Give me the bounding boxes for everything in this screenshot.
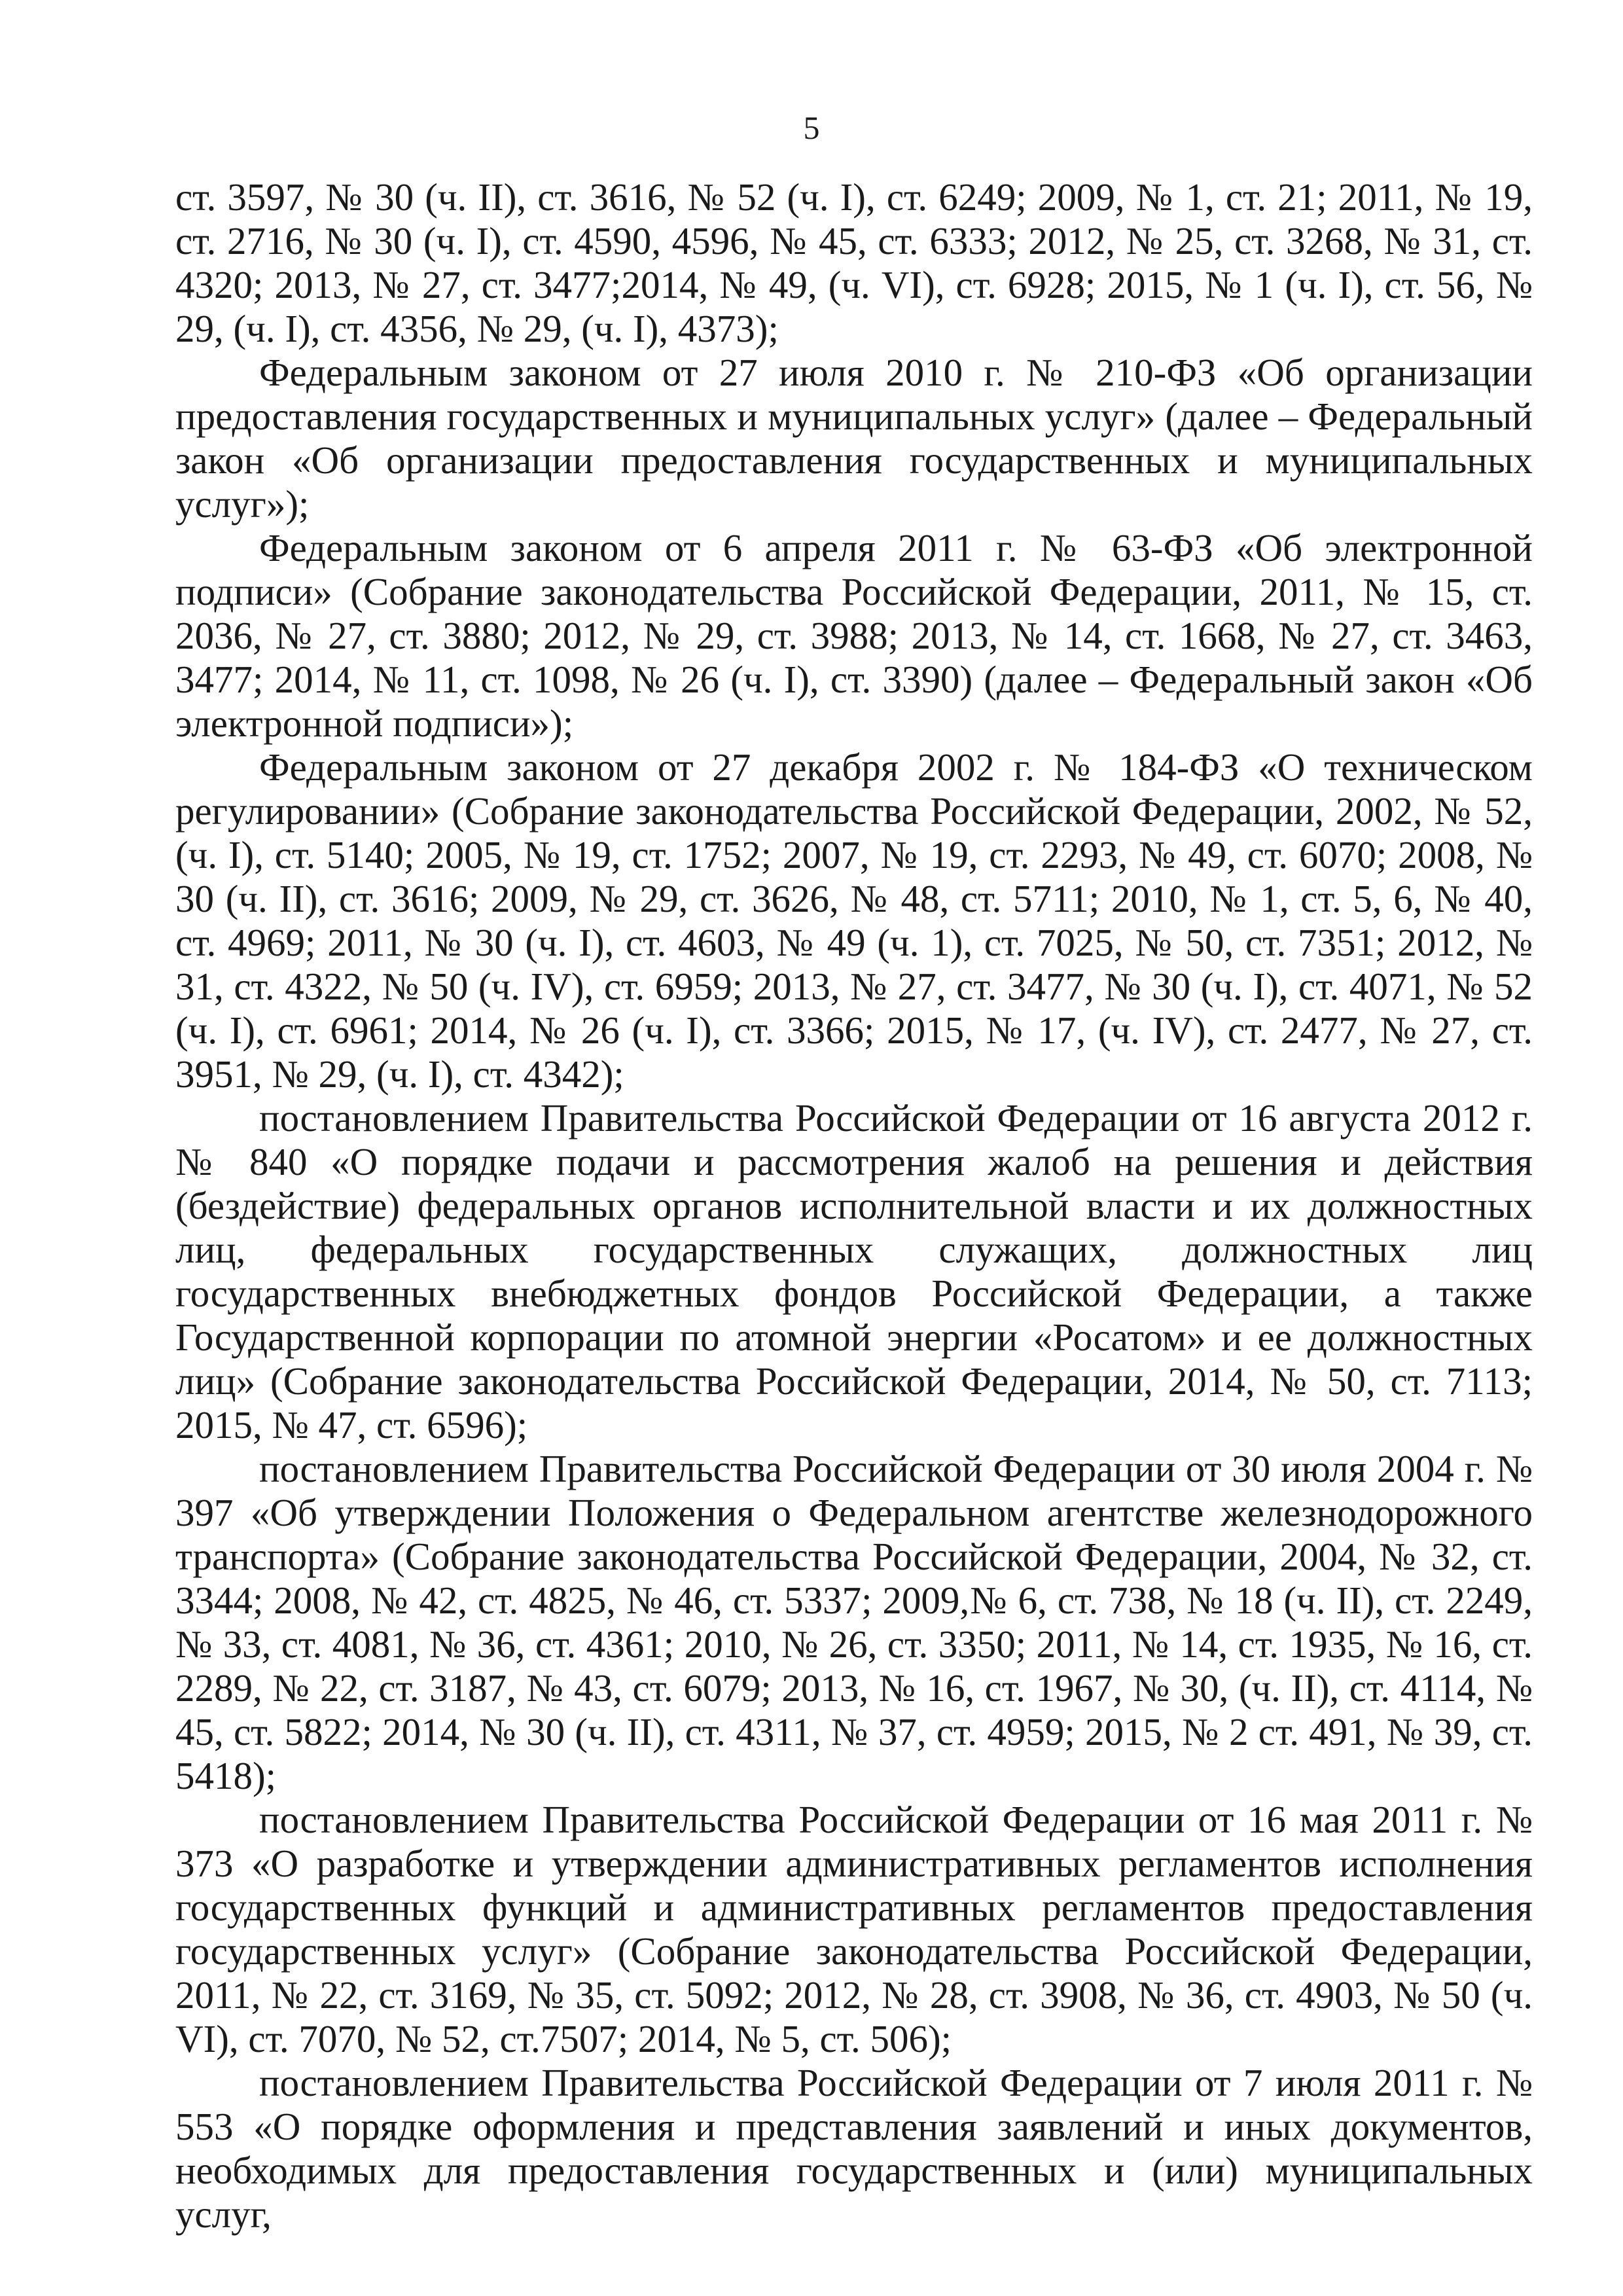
paragraph-law-63-fz: Федеральным законом от 6 апреля 2011 г. № 63-ФЗ «Об электронной подписи» (Собрание законодательства Российской Федерации, 2011, № 15, ст. 2036, № 27, ст. 3880; 2012, № 29, ст. 3988; 2013, № 14, ст. 1668, № 27, ст. 3463, 3477; 2014, № 11, ст. 1098, № 26 (ч. I), ст. 3390) (далее – Федеральный закон «Об электронной подписи»);	[175, 526, 1533, 745]
paragraph-decree-373: постановлением Правительства Российской Федерации от 16 мая 2011 г. № 373 «О разработке и утверждении административных регламентов исполнения государственных функций и административных регламентов предоставления государственных услуг» (Собрание законодательства Российской Федерации, 2011, № 22, ст. 3169, № 35, ст. 5092; 2012, № 28, ст. 3908, № 36, ст. 4903, № 50 (ч. VI), ст. 7070, № 52, ст.7507; 2014, № 5, ст. 506);	[175, 1798, 1533, 2060]
paragraph-continuation: ст. 3597, № 30 (ч. II), ст. 3616, № 52 (ч. I), ст. 6249; 2009, № 1, ст. 21; 2011, № 19, ст. 2716, № 30 (ч. I), ст. 4590, 4596, № 45, ст. 6333; 2012, № 25, ст. 3268, № 31, ст. 4320; 2013, № 27, ст. 3477;2014, № 49, (ч. VI), ст. 6928; 2015, № 1 (ч. I), ст. 56, № 29, (ч. I), ст. 4356, № 29, (ч. I), 4373);	[175, 175, 1533, 350]
page-number: 5	[803, 109, 820, 146]
paragraph-law-210-fz: Федеральным законом от 27 июля 2010 г. № 210-ФЗ «Об организации предоставления государственных и муниципальных услуг» (далее – Федеральный закон «Об организации предоставления государственных и муниципальных услуг»);	[175, 351, 1533, 526]
paragraph-decree-840: постановлением Правительства Российской Федерации от 16 августа 2012 г. № 840 «О порядке подачи и рассмотрения жалоб на решения и действия (бездействие) федеральных органов исполнительной власти и их должностных лиц, федеральных государственных служащих, должностных лиц государственных внебюджетных фондов Российской Федерации, а также Государственной корпорации по атомной энергии «Росатом» и ее должностных лиц» (Собрание законодательства Российской Федерации, 2014, № 50, ст. 7113; 2015, № 47, ст. 6596);	[175, 1096, 1533, 1446]
paragraph-decree-397: постановлением Правительства Российской Федерации от 30 июля 2004 г. № 397 «Об утверждении Положения о Федеральном агентстве железнодорожного транспорта» (Собрание законодательства Российской Федерации, 2004, № 32, ст. 3344; 2008, № 42, ст. 4825, № 46, ст. 5337; 2009,№ 6, ст. 738, № 18 (ч. II), ст. 2249, № 33, ст. 4081, № 36, ст. 4361; 2010, № 26, ст. 3350; 2011, № 14, ст. 1935, № 16, ст. 2289, № 22, ст. 3187, № 43, ст. 6079; 2013, № 16, ст. 1967, № 30, (ч. II), ст. 4114, № 45, ст. 5822; 2014, № 30 (ч. II), ст. 4311, № 37, ст. 4959; 2015, № 2 ст. 491, № 39, ст. 5418);	[175, 1447, 1533, 1797]
paragraph-decree-553: постановлением Правительства Российской Федерации от 7 июля 2011 г. № 553 «О порядке оформления и представления заявлений и иных документов, необходимых для предоставления государственных и (или) муниципальных услуг,	[175, 2061, 1533, 2236]
paragraph-law-184-fz: Федеральным законом от 27 декабря 2002 г. № 184-ФЗ «О техническом регулировании» (Собрание законодательства Российской Федерации, 2002, № 52, (ч. I), ст. 5140; 2005, № 19, ст. 1752; 2007, № 19, ст. 2293, № 49, ст. 6070; 2008, № 30 (ч. II), ст. 3616; 2009, № 29, ст. 3626, № 48, ст. 5711; 2010, № 1, ст. 5, 6, № 40, ст. 4969; 2011, № 30 (ч. I), ст. 4603, № 49 (ч. 1), ст. 7025, № 50, ст. 7351; 2012, № 31, ст. 4322, № 50 (ч. IV), ст. 6959; 2013, № 27, ст. 3477, № 30 (ч. I), ст. 4071, № 52 (ч. I), ст. 6961; 2014, № 26 (ч. I), ст. 3366; 2015, № 17, (ч. IV), ст. 2477, № 27, ст. 3951, № 29, (ч. I), ст. 4342);	[175, 745, 1533, 1096]
document-body	[175, 175, 1533, 2236]
